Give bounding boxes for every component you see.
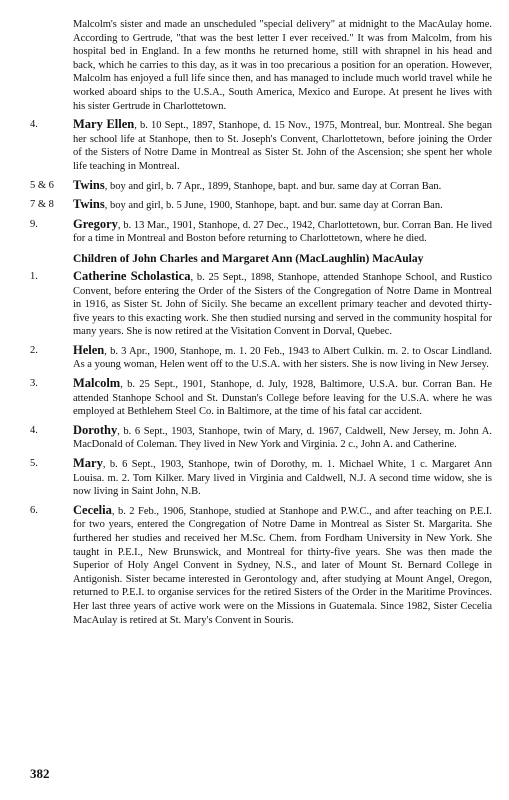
page-number: 382 [30, 766, 50, 781]
section-heading: Children of John Charles and Margaret Ann (MacLaughlin) MacAulay [73, 252, 424, 265]
entry-number: 7 & 8 [30, 199, 54, 211]
entry-name: Mary Ellen [73, 117, 135, 132]
intro-paragraph: Malcolm's sister and made an unscheduled "special delivery" at midnight to the MacAulay home. According to Gertrude, "that was the best letter I ever received." It was from Malcolm, from his hospital bed in England. In a few months he returned home, still with shrapnel in his head and back, which he carries to this day, as it was in too precarious a position for an operation. However, Malcolm has enjoyed a full life since then, and has managed to include much world travel while he worked aboard ships to the U.S.A., South America, Mexico and Europe. At present he lives with his sister Gertrude in Charlottetown. [73, 19, 492, 112]
entry-number: 2. [30, 344, 38, 356]
entry-text: , b. 3 Apr., 1900, Stanhope, m. 1. 20 Feb., 1943 to Albert Culkin. m. 2. to Oscar Lindland. As a young woman, Helen went off to the U.S.A. with her sisters. She is now living in New Jersey. [73, 345, 492, 371]
entry-text: , b. 25 Sept., 1901, Stanhope, d. July, 1928, Baltimore, U.S.A. bur. Corran Ban. He attended Stanhope School and St. Dunstan's College before leaving for the U.S.A. where he was employed at Bethlehem Steel Co. in Baltimore, at the time of his fatal car accident. [73, 379, 492, 418]
entry-number: 1. [30, 270, 38, 282]
entry-number: 4. [30, 119, 38, 131]
entry-name: Twins [73, 177, 105, 192]
entry-name: Dorothy [73, 422, 118, 437]
entry [30, 344, 492, 372]
entry-name: Mary [73, 456, 103, 471]
entry-number: 9. [30, 218, 38, 230]
entry-text: , b. 10 Sept., 1897, Stanhope, d. 15 Nov., 1975, Montreal, bur. Montreal. She began her school life at Stanhope, then to St. Joseph's Convent, Charlottetown, before joining the Order of the Sisters of Notre Dame in Montreal as Sister St. John of the Ascension; she spent her whole life teaching in Montreal. [73, 120, 492, 172]
entry-name: Twins [73, 197, 105, 212]
entry-text: , b. 2 Feb., 1906, Stanhope, studied at Stanhope and P.W.C., and after teaching on P.E.I. for two years, entered the Congregation of Notre Dame in Montreal as Sister St. Margarita. She furthered her studies and received her M.Sc. Chem. from Fordham University in New York. She taught in P.E.I., New Brunswick, and Montreal for thirty-five years. She was then made the Superior of Holy Angel Convent in Sydney, N.S., and later of Mount St. Bernard College in Antigonish. Sister became interested in Gerontology and, after studying at Mount Angel, Oregon, returned to P.E.I. to organise services for the retired Sisters of the Order in the Maritime Provinces. Her last three years of active work were on the Missions in Guatemala. Since 1982, Sister Cecelia MacAulay is retired at St. Mary's Convent in Souris. [73, 505, 492, 626]
entry-name: Catherine Scholastica [73, 268, 191, 283]
entry-number: 4. [30, 424, 38, 436]
entry-number: 5 & 6 [30, 179, 54, 191]
entries-group-1 [30, 118, 492, 246]
entry-name: Gregory [73, 216, 118, 231]
entry [30, 424, 492, 452]
page-body [30, 18, 492, 627]
entry-text: , b. 6 Sept., 1903, Stanhope, twin of Dorothy, m. 1. Michael White, 1 c. Margaret Ann Louisa. m. 2. Tom Kilker. Mary lived in Virginia and Caldwell, N.J. A second time widow, she is now living in Saint John, N.B. [73, 459, 492, 498]
entry-name: Malcolm [73, 376, 121, 391]
entry-name: Cecelia [73, 502, 112, 517]
entry-text: , b. 25 Sept., 1898, Stanhope, attended Stanhope School, and Rustico Convent, before entering the Order of the Sisters of the Congregation of Notre Dame in Montreal in 1916, as Sister St. John of Sicily. She became an excellent primary teacher and devoted thirty-five years to this exacting work. She then studied nursing and served in the community hospital for many years. She is now retired at the Visitation Convent in Dorval, Quebec. [73, 271, 492, 338]
entries-group-2 [30, 270, 492, 627]
entry [30, 118, 492, 173]
entry-text: , b. 6 Sept., 1903, Stanhope, twin of Mary, d. 1967, Caldwell, New Jersey, m. John A. MacDonald of Coleman. They lived in New York and Virginia. 2 c., John A. and Catherine. [73, 425, 492, 451]
entry [30, 377, 492, 419]
entry-text: , b. 13 Mar., 1901, Stanhope, d. 27 Dec., 1942, Charlottetown, bur. Corran Ban. He lived for a time in Montreal and Boston before returning to Charlottetown, where he died. [73, 219, 492, 245]
entry [30, 198, 492, 213]
entry-text: , boy and girl, b. 7 Apr., 1899, Stanhope, bapt. and bur. same day at Corran Ban. [104, 180, 442, 192]
entry-number: 5. [30, 458, 38, 470]
entry-number: 3. [30, 378, 38, 390]
entry [30, 179, 492, 194]
entry-number: 6. [30, 504, 38, 516]
entry-text: , boy and girl, b. 5 June, 1900, Stanhope, bapt. and bur. same day at Corran Ban. [104, 200, 443, 212]
entry [30, 457, 492, 499]
entry [30, 270, 492, 339]
entry [30, 504, 492, 627]
entry [30, 218, 492, 246]
entry-name: Helen [73, 342, 105, 357]
